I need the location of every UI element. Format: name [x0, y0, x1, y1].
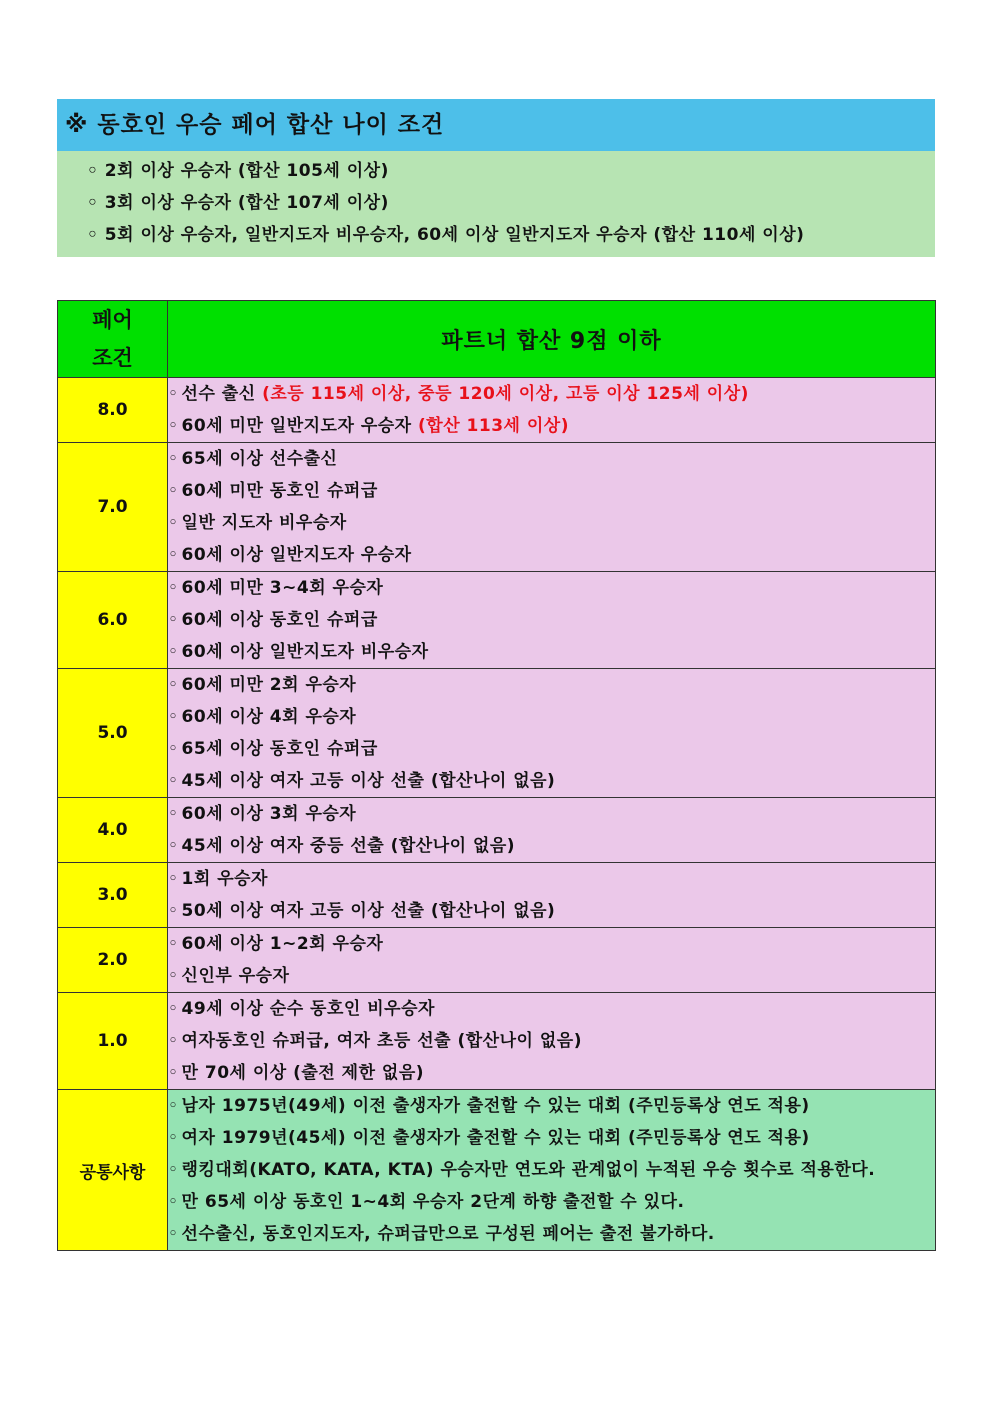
common-text: 만 65세 이상 동호인 1~4회 우승자 2단계 하향 출전할 수 있다. — [181, 1192, 685, 1212]
condition-item — [168, 733, 935, 765]
condition-highlight: (초등 115세 이상, 중등 120세 이상, 고등 이상 125세 이상) — [262, 384, 749, 404]
condition-text: 60세 이상 일반지도자 우승자 — [181, 545, 412, 565]
condition-item — [168, 798, 935, 830]
condition-text: 65세 이상 선수출신 — [181, 449, 338, 469]
condition-text: 60세 미만 2회 우승자 — [181, 675, 357, 695]
level-cell: 3.0 — [58, 863, 168, 928]
table-row — [58, 378, 936, 443]
condition-item — [168, 378, 935, 410]
condition-item — [168, 928, 935, 960]
common-label-cell: 공통사항 — [58, 1090, 168, 1251]
condition-text: 60세 미만 3~4회 우승자 — [181, 578, 384, 598]
conditions-cell — [168, 798, 936, 863]
condition-text: 여자동호인 슈퍼급, 여자 초등 선출 (합산나이 없음) — [181, 1031, 582, 1051]
condition-item — [168, 863, 935, 895]
age-condition-box — [57, 99, 935, 257]
bullet-icon: ◦ — [168, 804, 179, 824]
condition-highlight: (합산 113세 이상) — [418, 416, 569, 436]
condition-item — [168, 960, 935, 992]
condition-item — [168, 701, 935, 733]
bullet-icon: ◦ — [168, 1063, 179, 1083]
conditions-cell — [168, 443, 936, 572]
condition-item — [168, 765, 935, 797]
condition-item — [168, 604, 935, 636]
age-condition-item: ◦ 5회 이상 우승자, 일반지도자 비우승자, 60세 이상 일반지도자 우승자 (합산 110세 이상) — [87, 225, 805, 245]
condition-text: 65세 이상 동호인 슈퍼급 — [181, 739, 378, 759]
bullet-icon: ◦ — [168, 966, 179, 986]
condition-item — [168, 475, 935, 507]
bullet-icon: ◦ — [168, 869, 179, 889]
common-item — [168, 1154, 935, 1186]
condition-item — [168, 895, 935, 927]
level-cell: 2.0 — [58, 928, 168, 993]
level-cell: 1.0 — [58, 993, 168, 1090]
condition-item — [168, 669, 935, 701]
table-row — [58, 443, 936, 572]
pair-condition-table — [57, 300, 936, 1251]
condition-text: 1회 우승자 — [181, 869, 268, 889]
table-row — [58, 863, 936, 928]
age-condition-title: ※ 동호인 우승 페어 합산 나이 조건 — [57, 99, 935, 151]
condition-text: 60세 이상 동호인 슈퍼급 — [181, 610, 378, 630]
bullet-icon: ◦ — [168, 707, 179, 727]
condition-text: 선수 출신 — [181, 384, 263, 404]
table-row — [58, 798, 936, 863]
level-cell: 5.0 — [58, 669, 168, 798]
condition-text: 60세 이상 4회 우승자 — [181, 707, 357, 727]
age-condition-list — [57, 151, 935, 257]
common-row — [58, 1090, 936, 1251]
common-item — [168, 1090, 935, 1122]
age-condition-item: ◦ 2회 이상 우승자 (합산 105세 이상) — [87, 161, 389, 181]
common-text: 여자 1979년(45세) 이전 출생자가 출전할 수 있는 대회 (주민등록상 연도 적용) — [181, 1128, 810, 1148]
header-pair-condition — [58, 301, 168, 378]
bullet-icon: ◦ — [168, 449, 179, 469]
bullet-icon: ◦ — [168, 1192, 179, 1212]
bullet-icon: ◦ — [168, 901, 179, 921]
condition-item — [168, 993, 935, 1025]
header-cond-line1: 페어 — [92, 308, 133, 332]
condition-item — [168, 507, 935, 539]
condition-item — [168, 539, 935, 571]
bullet-icon: ◦ — [168, 1031, 179, 1051]
bullet-icon: ◦ — [168, 642, 179, 662]
bullet-icon: ◦ — [168, 934, 179, 954]
bullet-icon: ◦ — [168, 739, 179, 759]
common-item — [168, 1186, 935, 1218]
common-items-cell — [168, 1090, 936, 1251]
bullet-icon: ◦ — [168, 1224, 179, 1244]
condition-text: 60세 이상 일반지도자 비우승자 — [181, 642, 429, 662]
common-text: 남자 1975년(49세) 이전 출생자가 출전할 수 있는 대회 (주민등록상 연도 적용) — [181, 1096, 810, 1116]
condition-text: 45세 이상 여자 중등 선출 (합산나이 없음) — [181, 836, 516, 856]
condition-item — [168, 572, 935, 604]
condition-item — [168, 1057, 935, 1089]
bullet-icon: ◦ — [168, 578, 179, 598]
condition-text: 60세 미만 동호인 슈퍼급 — [181, 481, 378, 501]
bullet-icon: ◦ — [168, 999, 179, 1019]
table-row — [58, 669, 936, 798]
table-header-row — [58, 301, 936, 378]
condition-text: 45세 이상 여자 고등 이상 선출 (합산나이 없음) — [181, 771, 556, 791]
age-condition-item: ◦ 3회 이상 우승자 (합산 107세 이상) — [87, 193, 389, 213]
conditions-cell — [168, 669, 936, 798]
conditions-cell — [168, 928, 936, 993]
bullet-icon: ◦ — [168, 610, 179, 630]
level-cell: 6.0 — [58, 572, 168, 669]
common-text: 랭킹대회(KATO, KATA, KTA) 우승자만 연도와 관계없이 누적된 우승 횟수로 적용한다. — [181, 1160, 876, 1180]
condition-text: 50세 이상 여자 고등 이상 선출 (합산나이 없음) — [181, 901, 556, 921]
conditions-cell — [168, 863, 936, 928]
bullet-icon: ◦ — [168, 1096, 179, 1116]
condition-item — [168, 830, 935, 862]
common-text: 선수출신, 동호인지도자, 슈퍼급만으로 구성된 페어는 출전 불가하다. — [181, 1224, 715, 1244]
bullet-icon: ◦ — [168, 836, 179, 856]
conditions-cell — [168, 378, 936, 443]
level-cell: 8.0 — [58, 378, 168, 443]
conditions-cell — [168, 993, 936, 1090]
condition-text: 60세 미만 일반지도자 우승자 — [181, 416, 419, 436]
table-row — [58, 572, 936, 669]
bullet-icon: ◦ — [168, 771, 179, 791]
bullet-icon: ◦ — [168, 545, 179, 565]
common-item — [168, 1218, 935, 1250]
condition-text: 신인부 우승자 — [181, 966, 290, 986]
bullet-icon: ◦ — [168, 675, 179, 695]
condition-item — [168, 636, 935, 668]
bullet-icon: ◦ — [168, 1128, 179, 1148]
level-cell: 7.0 — [58, 443, 168, 572]
condition-text: 만 70세 이상 (출전 제한 없음) — [181, 1063, 425, 1083]
table-row — [58, 993, 936, 1090]
header-cond-line2: 조건 — [92, 346, 133, 370]
table-row — [58, 928, 936, 993]
condition-item — [168, 443, 935, 475]
level-cell: 4.0 — [58, 798, 168, 863]
bullet-icon: ◦ — [168, 1160, 179, 1180]
conditions-cell — [168, 572, 936, 669]
condition-text: 49세 이상 순수 동호인 비우승자 — [181, 999, 435, 1019]
condition-item — [168, 1025, 935, 1057]
condition-text: 60세 이상 3회 우승자 — [181, 804, 357, 824]
bullet-icon: ◦ — [168, 481, 179, 501]
bullet-icon: ◦ — [168, 416, 179, 436]
condition-text: 일반 지도자 비우승자 — [181, 513, 347, 533]
condition-text: 60세 이상 1~2회 우승자 — [181, 934, 384, 954]
bullet-icon: ◦ — [168, 384, 179, 404]
condition-item — [168, 410, 935, 442]
header-title: 파트너 합산 9점 이하 — [168, 301, 936, 378]
bullet-icon: ◦ — [168, 513, 179, 533]
common-item — [168, 1122, 935, 1154]
